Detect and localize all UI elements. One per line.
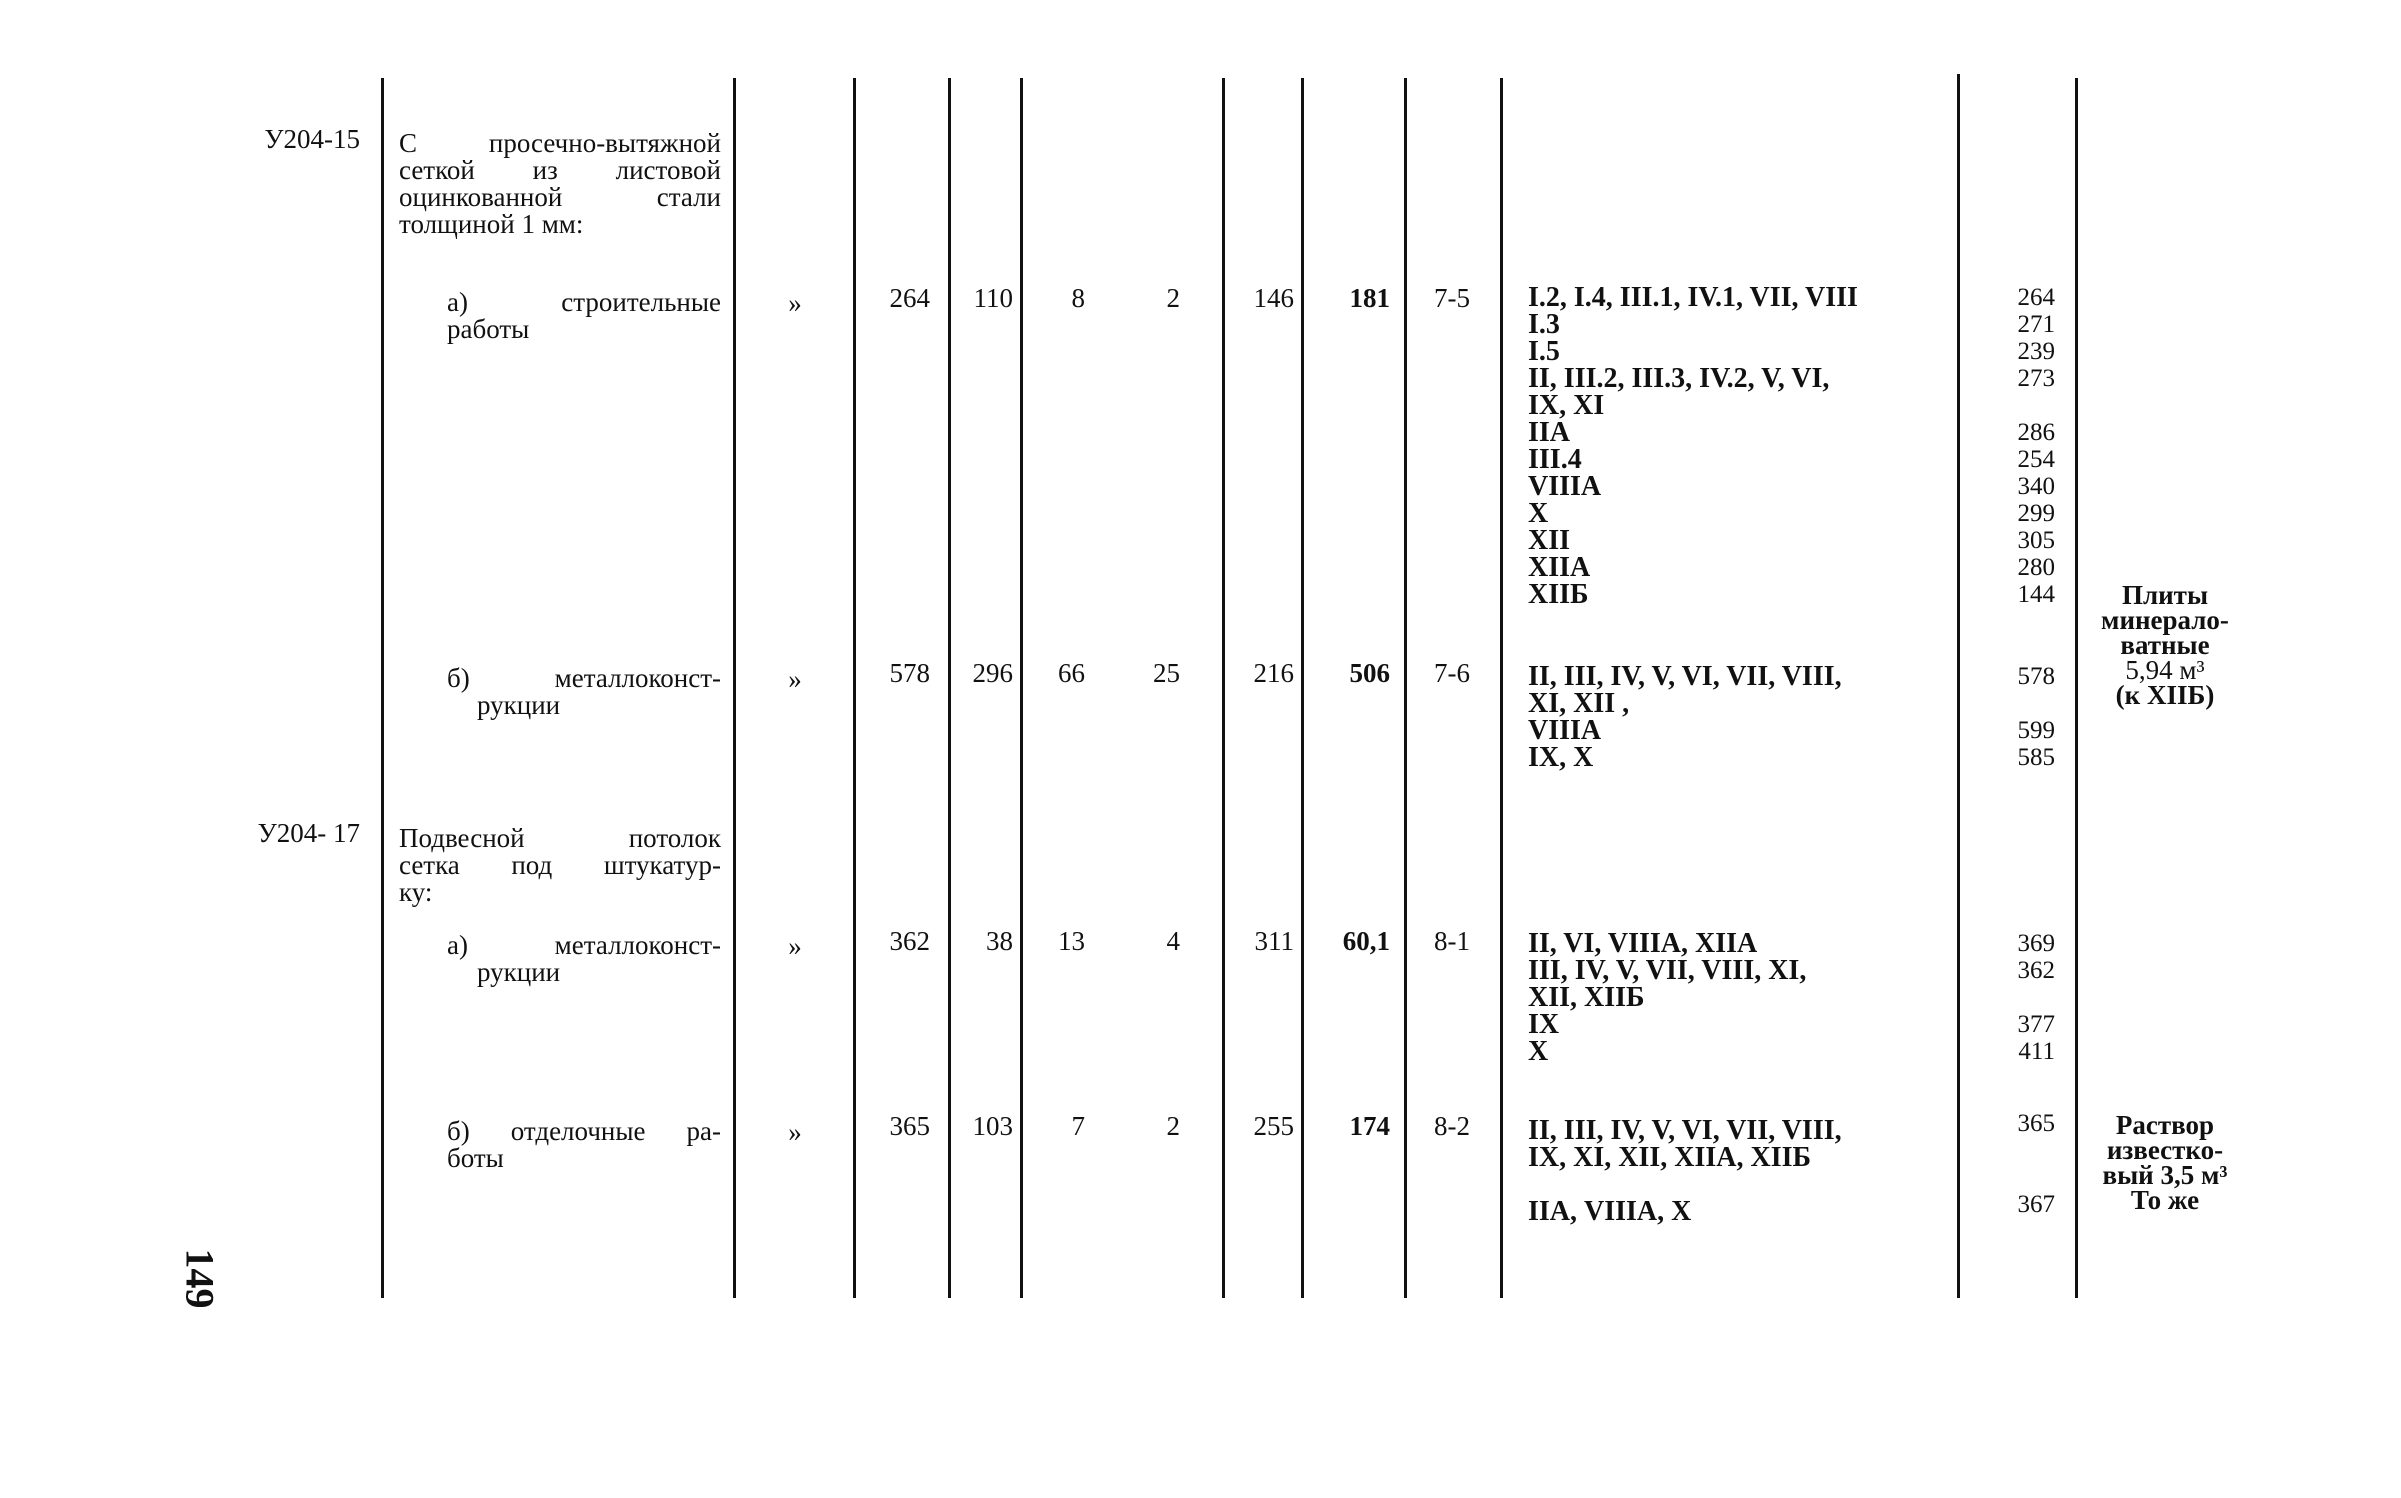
region-line: IIА, VIIIА, Х xyxy=(1528,1196,1692,1227)
note-line: 5,94 м³ xyxy=(2125,655,2205,685)
price-line: 264 xyxy=(2017,284,2055,311)
price-line: 144 xyxy=(2017,581,2055,608)
region-line xyxy=(1528,1171,1842,1198)
title-line: С просечно-вытяжной xyxy=(399,128,721,158)
region-line: XII xyxy=(1528,525,1571,556)
region-list xyxy=(1528,1117,1842,1225)
region-line: Х xyxy=(1528,498,1549,529)
sub-label xyxy=(447,289,721,343)
price-list xyxy=(1935,930,2055,1065)
value-2: 296 xyxy=(972,658,1013,688)
label-line: рукции xyxy=(477,690,561,720)
value-6: 506 xyxy=(1349,658,1390,688)
note-line: минерало- xyxy=(2101,605,2229,635)
label-line: работы xyxy=(447,314,530,344)
region-line: II, III.2, III.3, IV.2, V, VI, xyxy=(1528,363,1830,394)
unit-ditto: » xyxy=(788,1117,802,1147)
page-number: 149 xyxy=(177,1248,223,1309)
value-5: 146 xyxy=(1253,283,1294,313)
value-4: 2 xyxy=(1166,1111,1180,1141)
value-3: 66 xyxy=(1058,658,1085,688)
sub-label xyxy=(447,1118,721,1172)
material-note xyxy=(2080,580,2250,710)
region-line: II, III, IV, V, VI, VII, VIII, xyxy=(1528,1115,1842,1146)
region-line: IX, X xyxy=(1528,742,1594,773)
unit-ditto: » xyxy=(788,931,802,961)
region-line: IX, XI xyxy=(1528,390,1605,421)
value-3: 7 xyxy=(1071,1111,1085,1141)
price-list xyxy=(1935,663,2055,771)
note-line: вый 3,5 м³ xyxy=(2102,1160,2228,1190)
price-line xyxy=(1935,1164,2055,1191)
sub-label xyxy=(447,665,721,719)
column-rule xyxy=(1020,78,1023,1298)
price-line xyxy=(1935,690,2055,717)
price-line: 585 xyxy=(2017,744,2055,771)
value-2: 110 xyxy=(973,283,1013,313)
title-line: оцинкованной стали xyxy=(399,182,721,212)
price-line: 369 xyxy=(2017,930,2055,957)
region-line: X xyxy=(1528,1036,1549,1067)
value-1: 264 xyxy=(889,283,930,313)
price-list xyxy=(1935,284,2055,608)
price-line: 299 xyxy=(2017,500,2055,527)
note-line: То же xyxy=(2130,1185,2200,1215)
price-line: 377 xyxy=(2017,1011,2055,1038)
reference-code: 7-6 xyxy=(1434,658,1470,688)
column-rule xyxy=(2075,78,2078,1298)
value-6: 60,1 xyxy=(1342,926,1390,956)
region-line: IX xyxy=(1528,1009,1560,1040)
row-title xyxy=(399,825,721,906)
value-3: 8 xyxy=(1071,283,1085,313)
column-rule xyxy=(733,78,736,1298)
region-line: XIIБ xyxy=(1528,579,1589,610)
price-line: 271 xyxy=(2017,311,2055,338)
column-rule xyxy=(853,78,856,1298)
region-list xyxy=(1528,930,1806,1065)
unit-ditto: » xyxy=(788,664,802,694)
reference-code: 7-5 xyxy=(1434,283,1470,313)
column-rule xyxy=(948,78,951,1298)
region-line: XI, XII , xyxy=(1528,688,1630,719)
region-line: XII, XIIБ xyxy=(1528,982,1645,1013)
price-line: 340 xyxy=(2017,473,2055,500)
region-line: I.3 xyxy=(1528,309,1560,340)
region-line: IX, XI, XII, XIIА, XIIБ xyxy=(1528,1142,1812,1173)
label-line: рукции xyxy=(477,957,561,987)
reference-code: 8-1 xyxy=(1434,926,1470,956)
region-line: II, VI, VIIIА, XIIА xyxy=(1528,928,1758,959)
value-1: 365 xyxy=(889,1111,930,1141)
reference-code: 8-2 xyxy=(1434,1111,1470,1141)
price-line: 365 xyxy=(2017,1110,2055,1137)
value-2: 103 xyxy=(972,1111,1013,1141)
price-line xyxy=(1935,1137,2055,1164)
value-4: 4 xyxy=(1166,926,1180,956)
label-line: а) металлоконст- xyxy=(447,930,721,960)
price-line: 578 xyxy=(2017,663,2055,690)
column-rule xyxy=(1404,78,1407,1298)
region-list xyxy=(1528,284,1858,608)
value-6: 181 xyxy=(1349,283,1390,313)
label-line: а) строительные xyxy=(447,287,721,317)
price-line: 286 xyxy=(2017,419,2055,446)
region-line: I.2, I.4, III.1, IV.1, VII, VIII xyxy=(1528,282,1858,313)
price-line: 367 xyxy=(2017,1191,2055,1218)
value-5: 216 xyxy=(1253,658,1294,688)
region-line: VIIIА xyxy=(1528,471,1602,502)
label-line: боты xyxy=(447,1143,504,1173)
value-1: 362 xyxy=(889,926,930,956)
row-code: У204- 17 xyxy=(257,818,360,848)
material-note xyxy=(2080,1110,2250,1215)
price-list xyxy=(1935,1110,2055,1218)
sub-label xyxy=(447,932,721,986)
title-line: ку: xyxy=(399,877,433,907)
note-line: Раствор xyxy=(2115,1110,2215,1140)
region-line: II, III, IV, V, VI, VII, VIII, xyxy=(1528,661,1842,692)
note-line: Плиты xyxy=(2121,580,2209,610)
region-line: XIIА xyxy=(1528,552,1591,583)
region-line: IIА xyxy=(1528,417,1571,448)
value-4: 2 xyxy=(1166,283,1180,313)
region-line: III.4 xyxy=(1528,444,1582,475)
column-rule xyxy=(381,78,384,1298)
price-line: 305 xyxy=(2017,527,2055,554)
title-line: толщиной 1 мм: xyxy=(399,209,584,239)
title-line: сетка под штукатур- xyxy=(399,850,721,880)
value-5: 311 xyxy=(1254,926,1294,956)
note-line: (к XIIБ) xyxy=(2115,680,2215,710)
label-line: б) отделочные ра- xyxy=(447,1116,721,1146)
region-list xyxy=(1528,663,1842,771)
price-line: 362 xyxy=(2017,957,2055,984)
column-rule xyxy=(1222,78,1225,1298)
value-2: 38 xyxy=(986,926,1013,956)
price-line: 599 xyxy=(2017,717,2055,744)
note-line: ватные xyxy=(2120,630,2210,660)
label-line: б) металлоконст- xyxy=(447,663,721,693)
row-title xyxy=(399,130,721,238)
title-line: сеткой из листовой xyxy=(399,155,721,185)
price-line: 239 xyxy=(2017,338,2055,365)
value-4: 25 xyxy=(1153,658,1180,688)
value-5: 255 xyxy=(1253,1111,1294,1141)
value-1: 578 xyxy=(889,658,930,688)
value-6: 174 xyxy=(1349,1111,1390,1141)
price-line: 280 xyxy=(2017,554,2055,581)
price-line xyxy=(1935,392,2055,419)
column-rule xyxy=(1301,78,1304,1298)
title-line: Подвесной потолок xyxy=(399,823,721,853)
row-code: У204-15 xyxy=(264,124,360,154)
region-line: III, IV, V, VII, VIII, XI, xyxy=(1528,955,1807,986)
price-line: 273 xyxy=(2017,365,2055,392)
price-line xyxy=(1935,984,2055,1011)
note-line: известко- xyxy=(2106,1135,2224,1165)
value-3: 13 xyxy=(1058,926,1085,956)
column-rule xyxy=(1500,78,1503,1298)
unit-ditto: » xyxy=(788,288,802,318)
region-line: VIIIА xyxy=(1528,715,1602,746)
price-line: 254 xyxy=(2017,446,2055,473)
region-line: I.5 xyxy=(1528,336,1560,367)
price-line: 411 xyxy=(2018,1038,2055,1065)
